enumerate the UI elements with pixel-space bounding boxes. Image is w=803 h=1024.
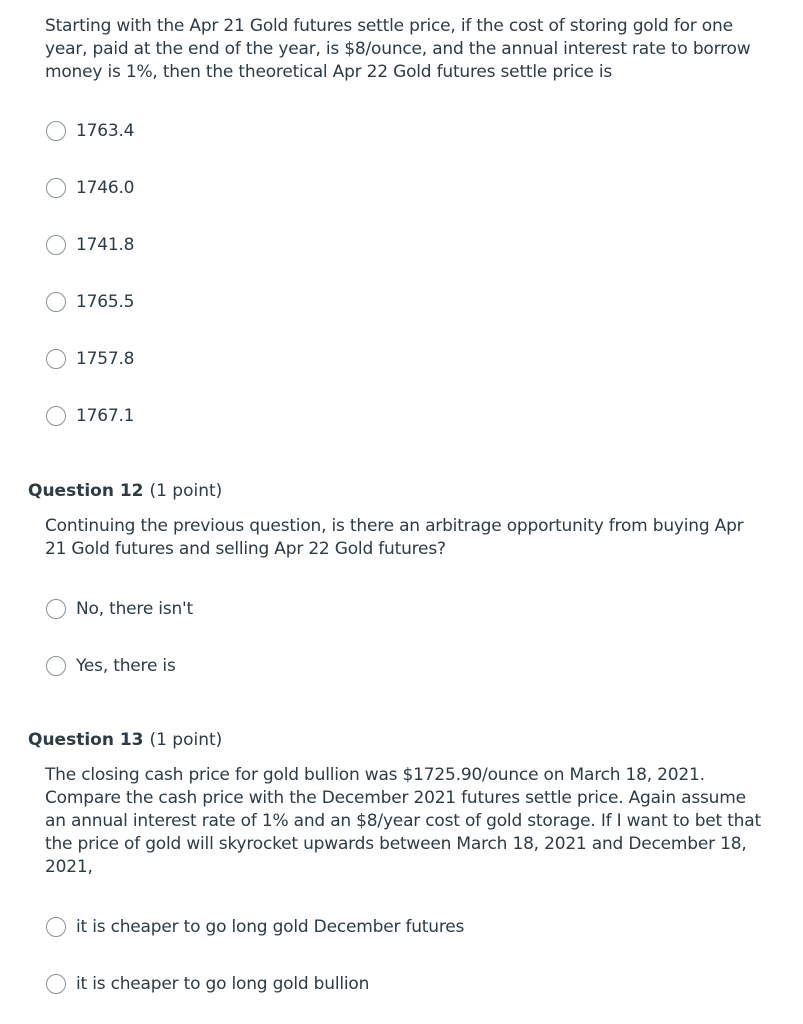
q11-option-3[interactable] [46, 233, 134, 257]
q11-option-4[interactable] [46, 290, 134, 314]
radio-button[interactable] [46, 656, 66, 676]
radio-button[interactable] [46, 235, 66, 255]
radio-button[interactable] [46, 292, 66, 312]
option-label: 1767.1 [76, 406, 135, 426]
question-number: Question 13 [28, 730, 144, 750]
q13-option-2[interactable] [46, 972, 369, 996]
question-points: (1 point) [149, 481, 223, 501]
q13-option-1[interactable] [46, 915, 464, 939]
q11-option-1[interactable] [46, 119, 134, 143]
radio-button[interactable] [46, 178, 66, 198]
option-label: 1763.4 [76, 121, 135, 141]
question-13-text: The closing cash price for gold bullion was $1725.90/ounce on March 18, 2021. Compare the cash price with the December 2021 futures settle price. Again assume an annual interest rate of 1% and an $8/year cost of gold storage. If I want to bet that the price of gold will skyrocket upwards between March 18, 2021 and December 18, 2021, [45, 765, 761, 877]
question-points: (1 point) [149, 730, 223, 750]
option-label: No, there isn't [76, 599, 193, 619]
option-label: 1757.8 [76, 349, 135, 369]
radio-button[interactable] [46, 974, 66, 994]
q11-option-2[interactable] [46, 176, 134, 200]
option-label: 1741.8 [76, 235, 135, 255]
radio-button[interactable] [46, 917, 66, 937]
q12-option-2[interactable] [46, 654, 176, 678]
question-12-header [28, 480, 222, 502]
q12-option-1[interactable] [46, 597, 193, 621]
option-label: 1746.0 [76, 178, 135, 198]
radio-button[interactable] [46, 406, 66, 426]
option-label: 1765.5 [76, 292, 135, 312]
q11-option-5[interactable] [46, 347, 134, 371]
question-11-text: Starting with the Apr 21 Gold futures settle price, if the cost of storing gold for one year, paid at the end of the year, is $8/ounce, and the annual interest rate to borrow money is 1%, then the theoretical Apr 22 Gold futures settle price is [45, 16, 751, 82]
option-label: Yes, there is [76, 656, 176, 676]
question-number: Question 12 [28, 481, 144, 501]
question-13-header [28, 729, 222, 751]
radio-button[interactable] [46, 121, 66, 141]
q11-option-6[interactable] [46, 404, 134, 428]
radio-button[interactable] [46, 349, 66, 369]
option-label: it is cheaper to go long gold December futures [76, 917, 465, 937]
radio-button[interactable] [46, 599, 66, 619]
option-label: it is cheaper to go long gold bullion [76, 974, 370, 994]
question-12-text: Continuing the previous question, is there an arbitrage opportunity from buying Apr 21 Gold futures and selling Apr 22 Gold futures? [45, 516, 744, 559]
